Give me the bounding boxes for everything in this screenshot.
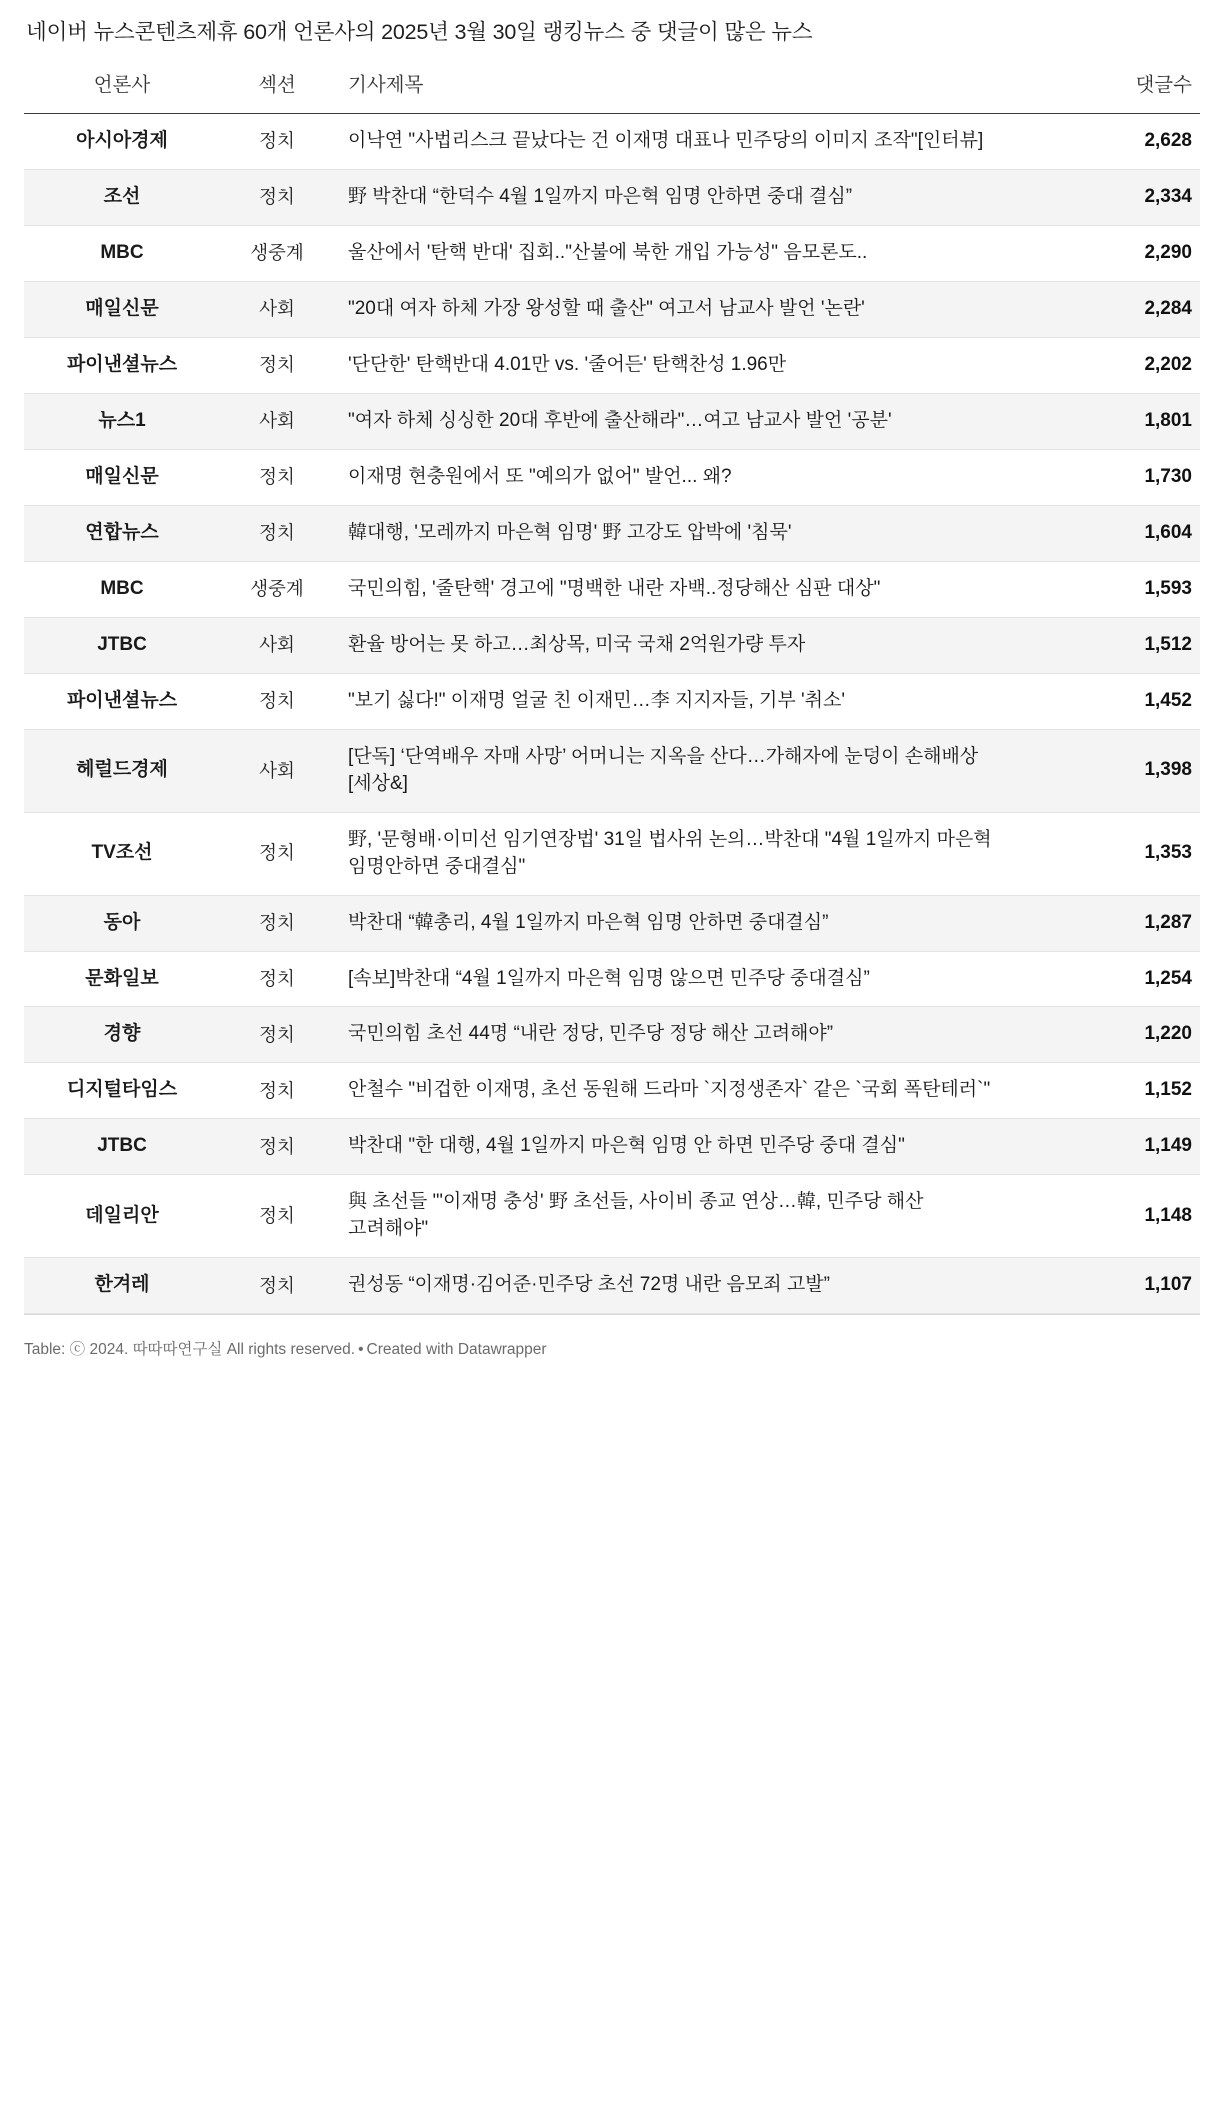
cell-headline: 국민의힘, '줄탄핵' 경고에 "명백한 내란 자백..정당해산 심판 대상" [334, 561, 1034, 617]
cell-press: 데일리안 [24, 1175, 220, 1258]
column-header-headline: 기사제목 [334, 69, 1034, 114]
column-header-comments: 댓글수 [1034, 69, 1200, 114]
cell-press: 조선 [24, 169, 220, 225]
cell-headline: 韓대행, '모레까지 마은혁 임명' 野 고강도 압박에 '침묵' [334, 505, 1034, 561]
table-row [24, 1119, 1200, 1175]
table-row [24, 1258, 1200, 1314]
footer-tool: Created with Datawrapper [366, 1341, 547, 1359]
cell-press: 아시아경제 [24, 114, 220, 170]
cell-press: MBC [24, 561, 220, 617]
cell-press: TV조선 [24, 812, 220, 895]
cell-comment-count: 1,220 [1034, 1007, 1200, 1063]
cell-section: 정치 [220, 1063, 334, 1119]
cell-section: 생중계 [220, 225, 334, 281]
cell-press: 헤럴드경제 [24, 729, 220, 812]
cell-headline: '단단한' 탄핵반대 4.01만 vs. '줄어든' 탄핵찬성 1.96만 [334, 337, 1034, 393]
cell-press: 동아 [24, 895, 220, 951]
cell-press: 경향 [24, 1007, 220, 1063]
cell-comment-count: 1,512 [1034, 617, 1200, 673]
table-row [24, 505, 1200, 561]
table-row [24, 1175, 1200, 1258]
cell-comment-count: 1,452 [1034, 673, 1200, 729]
cell-comment-count: 2,334 [1034, 169, 1200, 225]
cell-headline: 與 초선들 "'이재명 충성' 野 초선들, 사이비 종교 연상…韓, 민주당 해산 고려해야" [334, 1175, 1034, 1258]
table-row [24, 951, 1200, 1007]
cell-section: 정치 [220, 1258, 334, 1314]
cell-headline: 안철수 "비겁한 이재명, 초선 동원해 드라마 `지정생존자` 같은 `국회 폭탄테러`" [334, 1063, 1034, 1119]
cell-section: 정치 [220, 114, 334, 170]
cell-press: 매일신문 [24, 281, 220, 337]
table-row [24, 1007, 1200, 1063]
cell-section: 정치 [220, 951, 334, 1007]
cell-comment-count: 1,152 [1034, 1063, 1200, 1119]
column-header-section: 섹션 [220, 69, 334, 114]
cell-section: 정치 [220, 673, 334, 729]
cell-press: MBC [24, 225, 220, 281]
table-row [24, 449, 1200, 505]
cell-comment-count: 2,202 [1034, 337, 1200, 393]
cell-comment-count: 1,593 [1034, 561, 1200, 617]
cell-section: 정치 [220, 1175, 334, 1258]
cell-section: 정치 [220, 505, 334, 561]
cell-press: 디지털타임스 [24, 1063, 220, 1119]
cell-headline: 이낙연 "사법리스크 끝났다는 건 이재명 대표나 민주당의 이미지 조작"[인터뷰] [334, 114, 1034, 170]
cell-section: 정치 [220, 169, 334, 225]
cell-section: 정치 [220, 337, 334, 393]
cell-headline: 野 박찬대 “한덕수 4월 1일까지 마은혁 임명 안하면 중대 결심” [334, 169, 1034, 225]
cell-headline: 권성동 “이재명·김어준·민주당 초선 72명 내란 음모죄 고발” [334, 1258, 1034, 1314]
footer-separator: • [358, 1341, 364, 1359]
table-row [24, 337, 1200, 393]
cell-section: 정치 [220, 1007, 334, 1063]
cell-press: 연합뉴스 [24, 505, 220, 561]
cell-section: 사회 [220, 393, 334, 449]
table-row [24, 114, 1200, 170]
cell-comment-count: 1,353 [1034, 812, 1200, 895]
cell-headline: "여자 하체 싱싱한 20대 후반에 출산해라"…여고 남교사 발언 '공분' [334, 393, 1034, 449]
table-row [24, 673, 1200, 729]
cell-comment-count: 2,284 [1034, 281, 1200, 337]
cell-press: 문화일보 [24, 951, 220, 1007]
table-row [24, 281, 1200, 337]
cell-section: 생중계 [220, 561, 334, 617]
cell-headline: "보기 싫다!" 이재명 얼굴 친 이재민…李 지지자들, 기부 '취소' [334, 673, 1034, 729]
cell-headline: 국민의힘 초선 44명 “내란 정당, 민주당 정당 해산 고려해야” [334, 1007, 1034, 1063]
cell-section: 정치 [220, 812, 334, 895]
cell-headline: 울산에서 '탄핵 반대' 집회.."산불에 북한 개입 가능성" 음모론도.. [334, 225, 1034, 281]
cell-section: 사회 [220, 729, 334, 812]
cell-comment-count: 1,148 [1034, 1175, 1200, 1258]
cell-comment-count: 1,149 [1034, 1119, 1200, 1175]
table-row [24, 561, 1200, 617]
table-row [24, 812, 1200, 895]
table-row [24, 617, 1200, 673]
cell-headline: 이재명 현충원에서 또 "예의가 없어" 발언... 왜? [334, 449, 1034, 505]
table-row [24, 393, 1200, 449]
footer-credit: Table: ⓒ 2024. 따따따연구실 All rights reserved. [24, 1341, 356, 1359]
table-body [24, 114, 1200, 1314]
cell-comment-count: 1,604 [1034, 505, 1200, 561]
cell-headline: [속보]박찬대 “4월 1일까지 마은혁 임명 않으면 민주당 중대결심” [334, 951, 1034, 1007]
cell-press: 파이낸셜뉴스 [24, 337, 220, 393]
cell-comment-count: 1,254 [1034, 951, 1200, 1007]
cell-comment-count: 2,628 [1034, 114, 1200, 170]
cell-press: JTBC [24, 617, 220, 673]
cell-headline: 박찬대 "한 대행, 4월 1일까지 마은혁 임명 안 하면 민주당 중대 결심" [334, 1119, 1034, 1175]
table-header [24, 69, 1200, 114]
page-title: 네이버 뉴스콘텐츠제휴 60개 언론사의 2025년 3월 30일 랭킹뉴스 중 댓글이 많은 뉴스 [26, 20, 813, 44]
cell-section: 정치 [220, 895, 334, 951]
cell-comment-count: 1,107 [1034, 1258, 1200, 1314]
cell-press: 한겨레 [24, 1258, 220, 1314]
cell-section: 정치 [220, 1119, 334, 1175]
cell-press: 파이낸셜뉴스 [24, 673, 220, 729]
cell-comment-count: 1,287 [1034, 895, 1200, 951]
cell-section: 사회 [220, 617, 334, 673]
cell-press: 매일신문 [24, 449, 220, 505]
cell-section: 사회 [220, 281, 334, 337]
cell-comment-count: 1,801 [1034, 393, 1200, 449]
cell-press: 뉴스1 [24, 393, 220, 449]
cell-section: 정치 [220, 449, 334, 505]
cell-headline: 野, '문형배·이미선 임기연장법' 31일 법사위 논의…박찬대 "4월 1일까지 마은혁 임명안하면 중대결심" [334, 812, 1034, 895]
cell-press: JTBC [24, 1119, 220, 1175]
table-footer [24, 1314, 1200, 1377]
cell-comment-count: 2,290 [1034, 225, 1200, 281]
table-row [24, 1063, 1200, 1119]
cell-headline: 박찬대 “韓총리, 4월 1일까지 마은혁 임명 안하면 중대결심” [334, 895, 1034, 951]
column-header-press: 언론사 [24, 69, 220, 114]
table-row [24, 169, 1200, 225]
cell-headline: "20대 여자 하체 가장 왕성할 때 출산" 여고서 남교사 발언 '논란' [334, 281, 1034, 337]
table-row [24, 225, 1200, 281]
cell-headline: [단독] ‘단역배우 자매 사망’ 어머니는 지옥을 산다…가해자에 눈덩이 손해배상 [세상&] [334, 729, 1034, 812]
cell-comment-count: 1,398 [1034, 729, 1200, 812]
table-row [24, 895, 1200, 951]
table-row [24, 729, 1200, 812]
table-header-row [24, 69, 1200, 114]
cell-comment-count: 1,730 [1034, 449, 1200, 505]
news-ranking-table [24, 69, 1200, 1314]
cell-headline: 환율 방어는 못 하고…최상목, 미국 국채 2억원가량 투자 [334, 617, 1034, 673]
